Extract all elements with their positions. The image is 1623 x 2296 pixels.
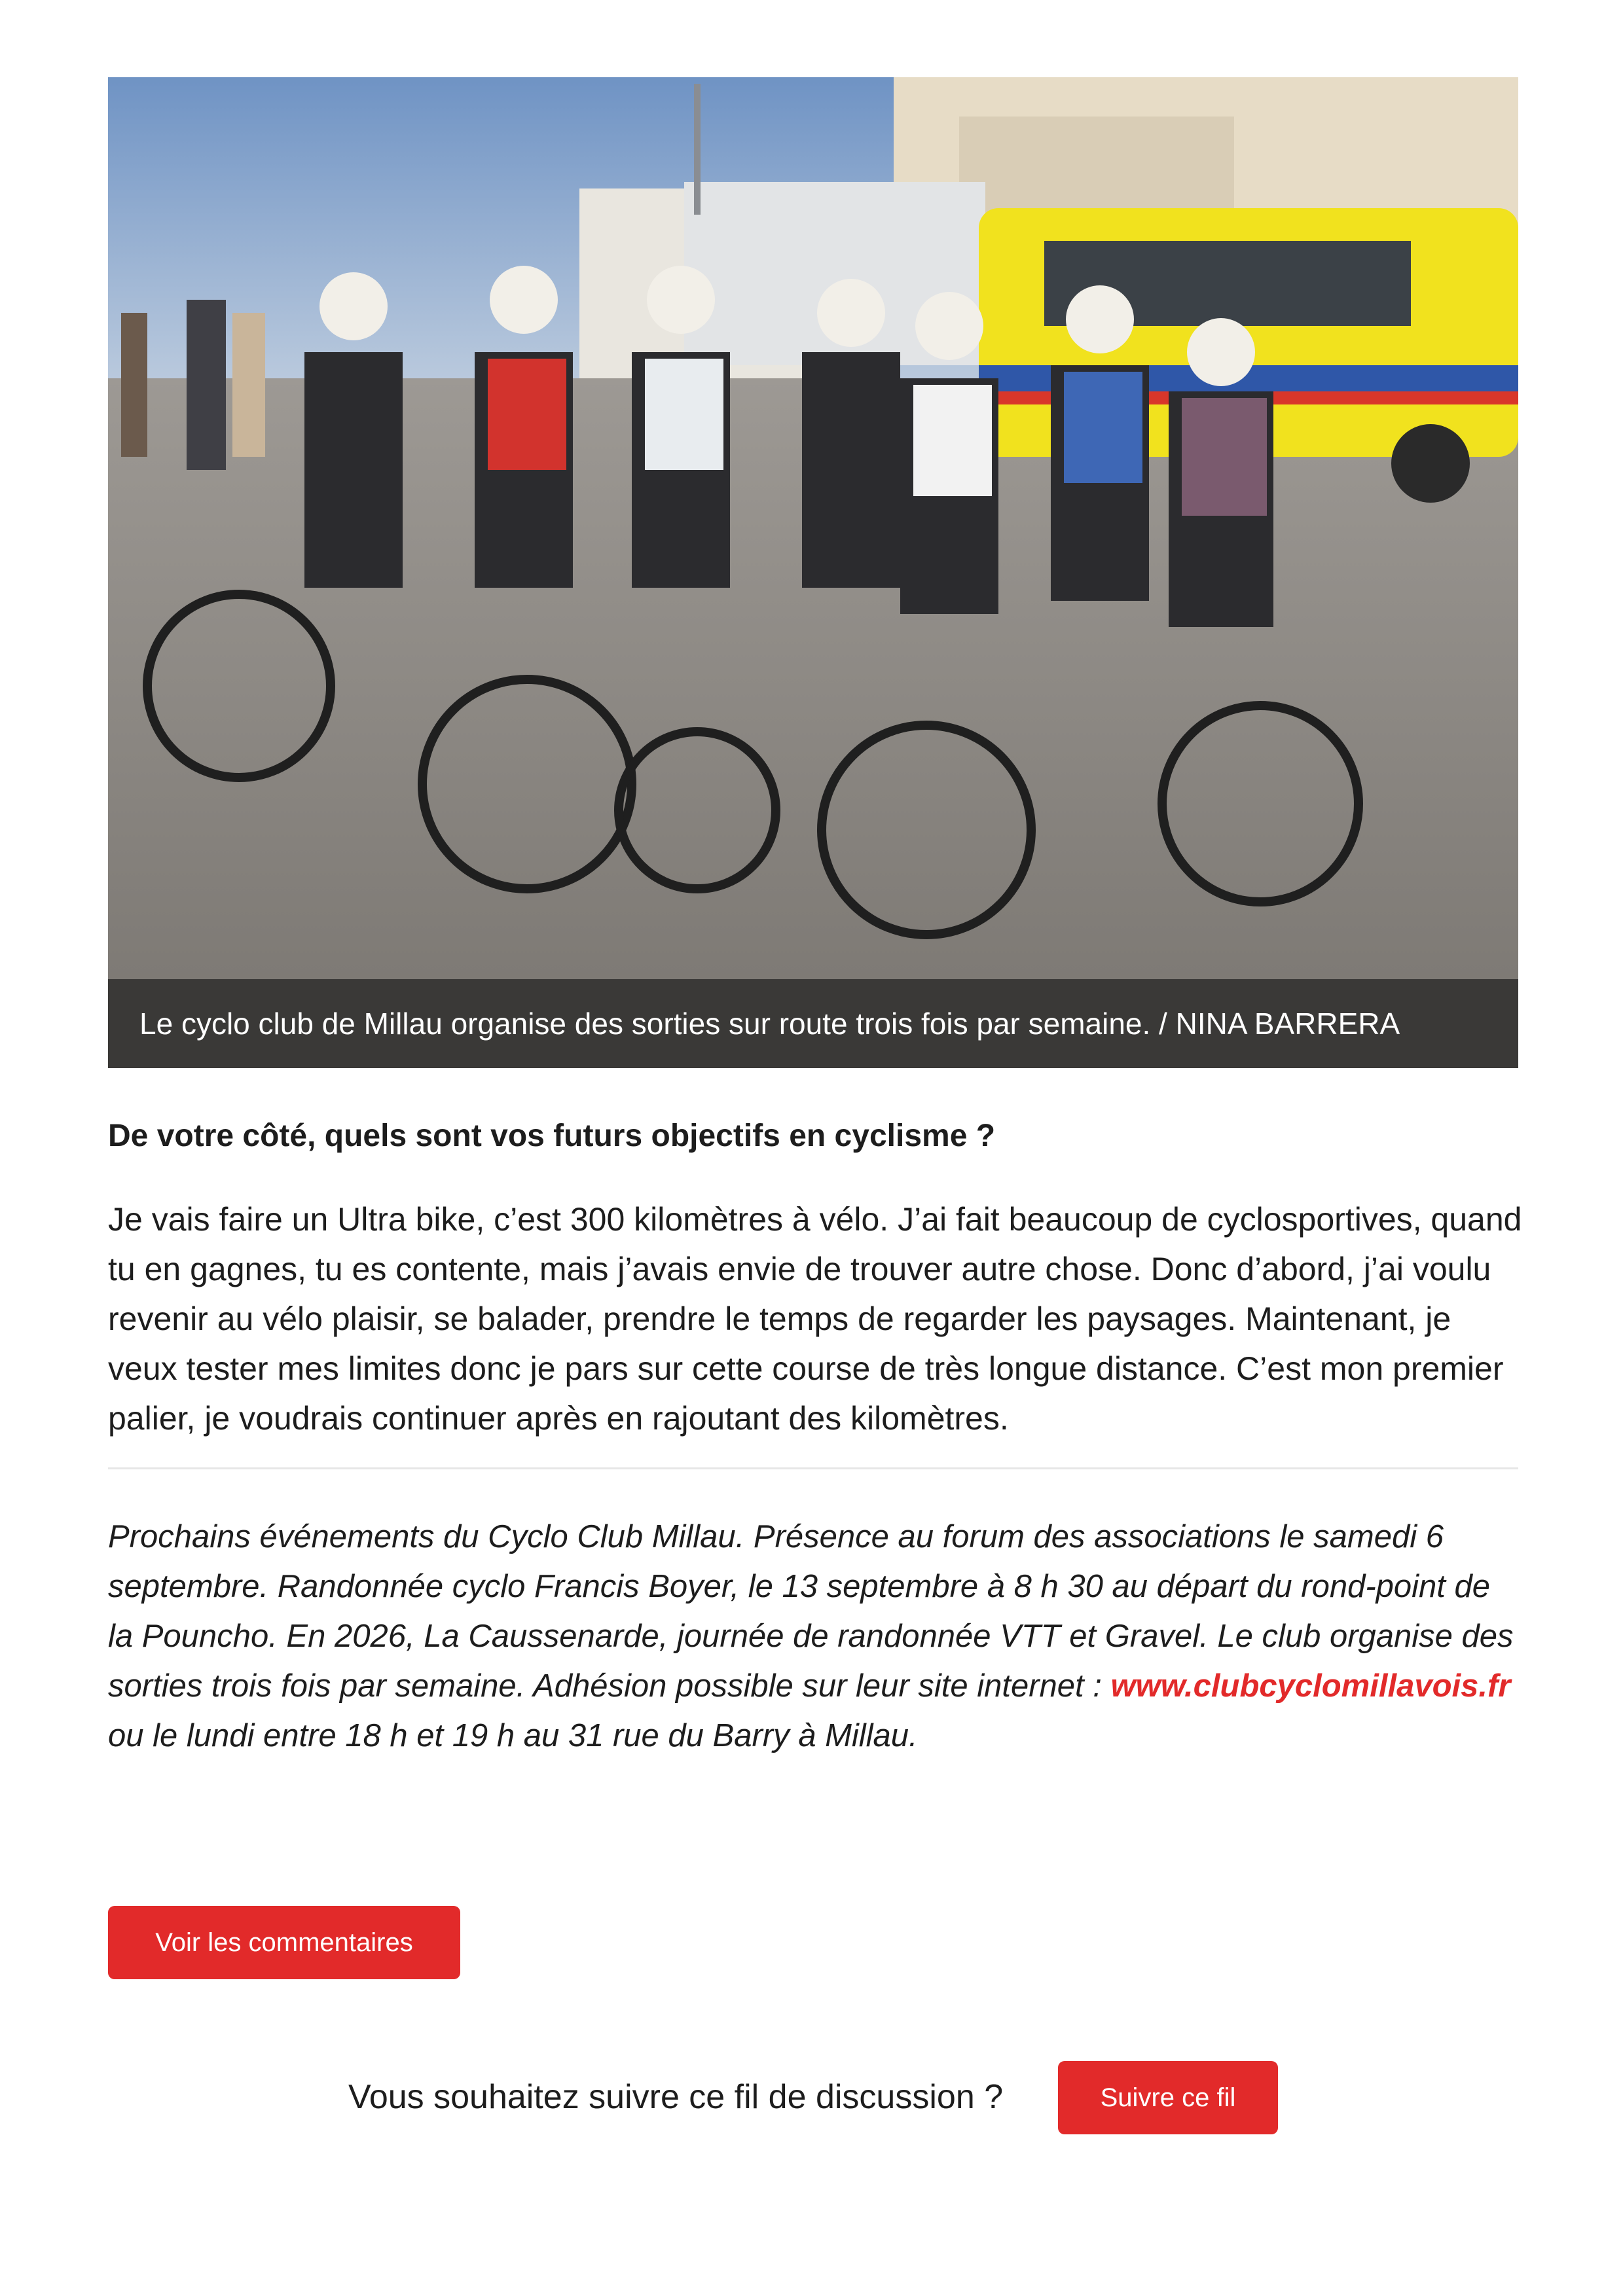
photo-caption: Le cyclo club de Millau organise des sorties sur route trois fois par semaine. / NINA BARRERA [139, 1007, 1400, 1041]
follow-thread-button[interactable]: Suivre ce fil [1058, 2061, 1278, 2134]
events-text: Prochains événements du Cyclo Club Millau. Présence au forum des associations le samedi 6 septembre. Randonnée cyclo Francis Boyer, le 13 septembre à 8 h 30 au départ du rond-point de la Pouncho. En 2026, La Caussenarde, journée de randonnée VTT et Gravel. Le club organise des sorties trois fois par semaine. Adhésion possible sur leur site internet : [108, 1519, 1514, 1704]
club-website-link[interactable]: www.clubcyclomillavois.fr [1110, 1668, 1511, 1704]
cyclists-group-photo [108, 77, 1518, 979]
interview-question: De votre côté, quels sont vos futurs objectifs en cyclisme ? [108, 1119, 996, 1153]
photo-caption-bar [108, 979, 1518, 1068]
interview-answer: Je vais faire un Ultra bike, c’est 300 kilomètres à vélo. J’ai fait beaucoup de cyclosportives, quand tu en gagnes, tu es contente, mais j’avais envie de trouver autre chose. Donc d’abord, j’ai voulu revenir au vélo plaisir, se balader, prendre le temps de regarder les paysages. Maintenant, je veux tester mes limites donc je pars sur cette course de très longue distance. C’est mon premier palier, je voudrais continuer après en rajoutant des kilomètres. [108, 1201, 1522, 1437]
article-photo-figure [108, 77, 1518, 1068]
follow-thread-prompt: Vous souhaitez suivre ce fil de discussion ? [348, 2078, 1004, 2116]
view-comments-button[interactable]: Voir les commentaires [108, 1906, 460, 1979]
upcoming-events-note [108, 1512, 1518, 1761]
events-text-after: ou le lundi entre 18 h et 19 h au 31 rue du Barry à Millau. [108, 1718, 918, 1753]
section-divider [108, 1467, 1518, 1469]
